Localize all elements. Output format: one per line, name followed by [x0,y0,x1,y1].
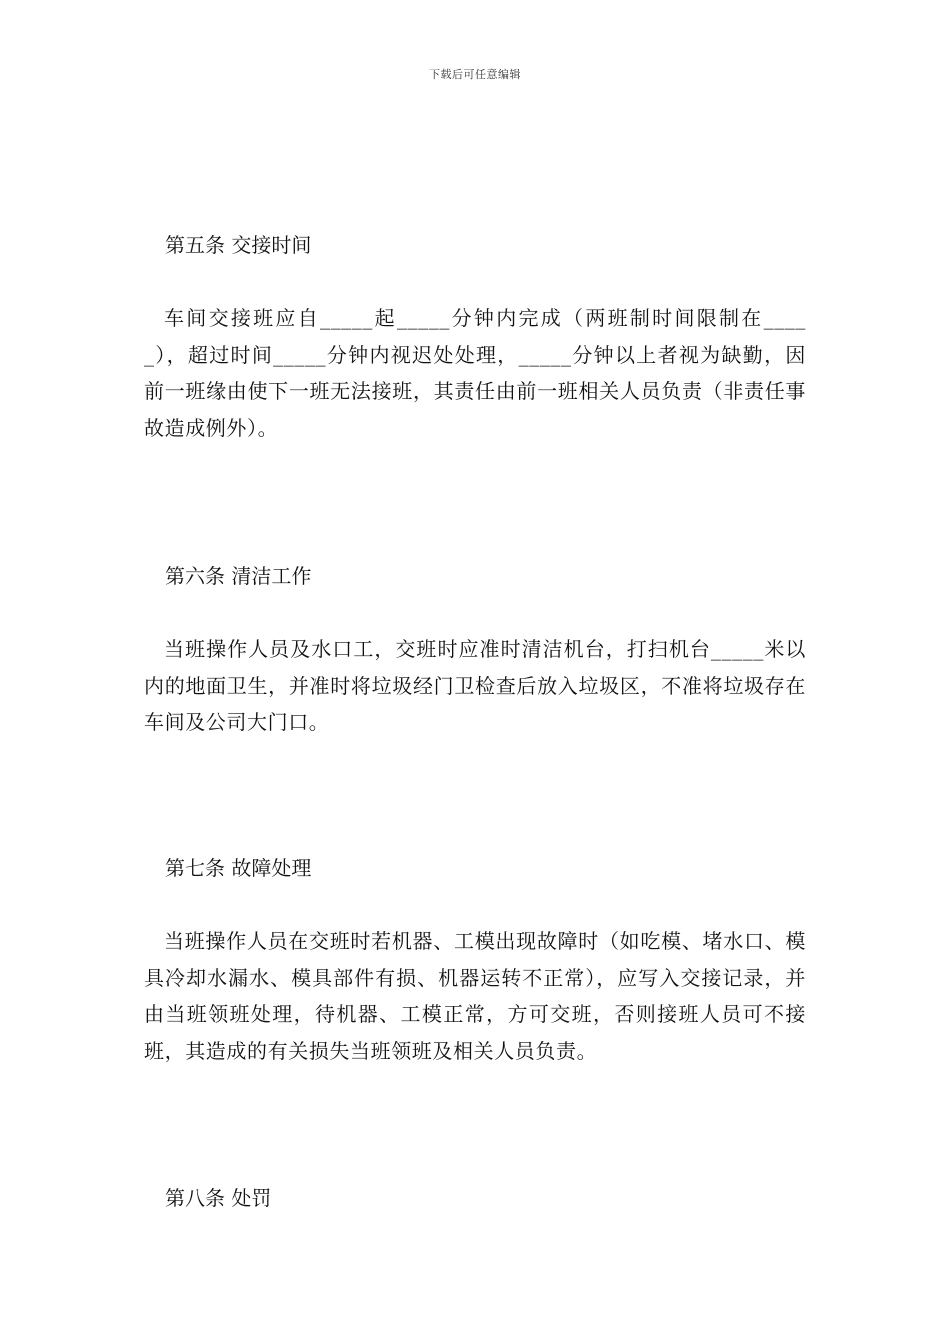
page-header: 下载后可任意编辑 [429,68,521,81]
section-body-5: 车间交接班应自_____起_____分钟内完成（两班制时间限制在_____），超过时间_____分钟内视迟处处理，_____分钟以上者视为缺勤，因前一班缘由使下一班无法接班，其责任由前一班相关人员负责（非责任事故造成例外）。 [144,306,806,440]
section-body-7: 当班操作人员在交班时若机器、工模出现故障时（如吃模、堵水口、模具冷却水漏水、模具部件有损、机器运转不正常），应写入交接记录，并由当班领班处理，待机器、工模正常，方可交班，否则接班人员可不接班，其造成的有关损失当班领班及相关人员负责。 [144,929,806,1063]
section-heading-5: 第五条 交接时间 [165,233,312,257]
section-body-6: 当班操作人员及水口工，交班时应准时清洁机台，打扫机台_____米以内的地面卫生，并准时将垃圾经门卫检查后放入垃圾区，不准将垃圾存在车间及公司大门口。 [144,637,806,734]
section-heading-6: 第六条 清洁工作 [165,564,312,588]
section-heading-7: 第七条 故障处理 [165,856,312,880]
section-heading-8: 第八条 处罚 [165,1186,272,1210]
